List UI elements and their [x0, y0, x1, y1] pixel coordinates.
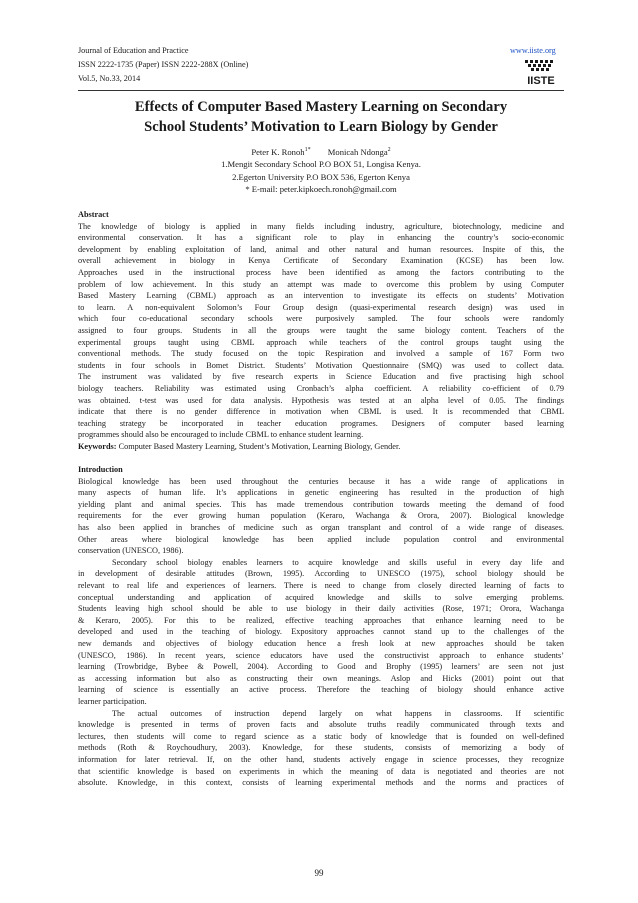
author-2-sup: 2 — [387, 147, 391, 153]
author-names — [78, 144, 564, 158]
text-line: The knowledge of biology is applied in many fields including industry, agriculture, biotechnology, medicine and — [78, 221, 564, 231]
title-line-1: Effects of Computer Based Mastery Learning on Secondary — [134, 99, 508, 115]
author-block — [78, 144, 564, 196]
text-line: Based Mastery Learning (CBML) approach as an intervention to investigate its effects on students’ Motivation — [78, 291, 564, 301]
text-line: conceptual understanding and application of acquired knowledge and skills to solve emerging problems. — [78, 592, 564, 602]
keywords-text: Computer Based Mastery Learning, Student’s Motivation, Learning Biology, Gender. — [116, 441, 401, 451]
abstract-heading: Abstract — [78, 210, 109, 219]
author-email: * E-mail: peter.kipkoech.ronoh@gmail.com — [245, 184, 397, 195]
text-line: to learn. A non-equivalent Solomon’s Four Group design (quasi-experimental research design) was used in — [78, 302, 564, 312]
text-line: conservation (UNESCO, 1986). — [78, 546, 184, 556]
text-line: has also been applied in branches of medicine such as organ transplant and control of a wide range of diseases. — [78, 523, 564, 533]
text-line: relevant to real life and experiences of learners. There is need to change from closely directed learning of facts to — [78, 581, 564, 590]
text-line: teaching strategy be incorporated in teacher education programes. Designers of computer based learning — [78, 418, 564, 428]
text-line: overall achievement in biology in Kenya Certificate of Secondary Examination (KCSE) has been low. — [78, 256, 564, 266]
paper-title — [78, 97, 564, 137]
text-line: information for later retrieval. If, on the other hand, students actively engage in science processes, they recognize — [78, 754, 564, 764]
text-line: that scientific knowledge is based on experiments in which the meaning of data is negotiated and theories are not — [78, 766, 564, 776]
text-line: experimental groups taught using CBML approach while teachers of the control groups taught using the — [78, 337, 564, 347]
text-line: students in four schools in Bomet District. Students’ Motivation Questionnaire (SMQ) was used to collect data. — [78, 360, 564, 370]
text-line: new demands and objectives of biology education hence a fresh look at new approaches should be taken — [78, 638, 564, 648]
header-divider — [78, 90, 564, 91]
text-line: Biological knowledge has been used throughout the centuries because it has a wide range of applications in — [78, 476, 564, 486]
text-line: (UNESCO, 1986). In recent years, science educators have used the constructivist approach to enhance students’ — [78, 650, 564, 660]
text-line: Approaches used in the instructional process have been identified as among the factors contributing to the — [78, 267, 564, 277]
text-line: which four co-educational secondary schools were purposively sampled. The four schools were randomly — [78, 314, 564, 324]
journal-volume: Vol.5, No.33, 2014 — [78, 74, 141, 83]
author-1-sup: 1* — [304, 147, 311, 153]
journal-header — [78, 44, 563, 88]
text-line: environmental conservation. It has a significant role to play in enhancing the country’s socio-economic — [78, 233, 564, 243]
text-line: knowledge is presented in terms of proven facts and absolute truths readily communicated through texts and — [78, 720, 564, 730]
iiste-logo-icon — [519, 58, 563, 88]
paper-body — [78, 209, 564, 789]
text-line: learner participation. — [78, 696, 147, 706]
text-line: absolute. Knowledge, in this context, consists of learning experimental methods and the norms and practices of — [78, 778, 564, 788]
page-number: 99 — [314, 868, 324, 878]
text-line: many aspects of human life. It’s applications in genetic engineering has resulted in the production of high — [78, 488, 564, 498]
abstract-text — [78, 221, 564, 441]
text-line: lectures, then students will come to regard science as a static body of knowledge that is founded on well-defined — [78, 731, 564, 741]
text-line: The actual outcomes of instruction depend largely on what happens in classrooms. If scientific — [112, 708, 564, 718]
text-line: programmes should also be encouraged to include CBML to enhance student learning. — [78, 430, 364, 440]
section-gap — [78, 452, 564, 464]
text-line: as accessing information but also as constructing their own meanings. Aslop and Hicks (2001) point out that — [78, 673, 564, 683]
text-line: biology teachers. Reliability was estimated using Cronbach’s alpha coefficient. A reliability co-efficient of 0.79 — [78, 383, 564, 393]
text-line: indicate that there is no gender difference in motivation when CBML is used. It is recommended that CBML — [78, 407, 564, 417]
author-2: Monicah Ndonga — [327, 146, 388, 157]
journal-url-link[interactable]: www.iiste.org — [510, 46, 556, 55]
text-line: methods (Roth & Roychoudhury, 2003). Knowledge, for these students, consists of memorizing a body of — [78, 743, 564, 753]
text-line: & Keraro, 2005). For this to be realized, effective teaching approaches that enhance learning need to be — [78, 615, 564, 625]
keywords-line — [78, 441, 564, 453]
text-line: Other areas where biological knowledge has been applied include population control and environmental — [78, 534, 564, 544]
text-line: conventional methods. The study focused on the topic Respiration and involved a sample of 167 Form two — [78, 349, 564, 359]
text-line: was obtained. t-test was used for data analysis. Hypothesis was tested at an alpha level of 0.05. The findings — [78, 395, 564, 405]
text-line: in development of desirable attitudes (Brown, 1995). According to UNESCO (1975), school biology should be — [78, 569, 564, 579]
introduction-paragraph-1 — [78, 476, 564, 557]
text-line: Secondary school biology enables learners to acquire knowledge and skills useful in every day life and — [112, 557, 564, 567]
text-line: learning of science is essentially an active process. Therefore the teaching of biology should enhance active — [78, 685, 564, 695]
text-line: development by enabling exploitation of land, animal and other natural and human resources. Inspite of this, the — [78, 244, 564, 254]
text-line: Students leaving high school should be able to use biology in their daily activities (Rose, 1971; Orora, Wachanga — [78, 604, 564, 614]
introduction-heading: Introduction — [78, 465, 123, 475]
text-line: problem of low achievement. In this study an attempt was made to overcome this problem by using Computer — [78, 279, 564, 289]
text-line: assigned to four groups. Students in all the groups were taught the same biology content. Teachers of the — [78, 325, 564, 335]
text-line: requirements for the ever growing human population (Keraro, Wachanga & Orora, 2007). Biological knowledge — [78, 511, 564, 521]
keywords-label: Keywords: — [78, 441, 117, 451]
text-line: developed and used in the teaching of biology. Expository approaches cannot stand up to the challenges of the — [78, 627, 564, 637]
affiliation-2: 2.Egerton University P.O BOX 536, Egerton Kenya — [232, 171, 410, 182]
text-line: learning (Trowbridge, Bybee & Powell, 2004). According to Good and Brophy (1995) learners’ are seen not just — [78, 662, 564, 672]
journal-name: Journal of Education and Practice — [78, 46, 189, 55]
title-line-2: School Students’ Motivation to Learn Biology by Gender — [144, 119, 498, 135]
text-line: The instrument was validated by five research experts in Science Education and five practising high school — [78, 372, 564, 382]
logo-text: IISTE — [527, 75, 555, 87]
journal-issn: ISSN 2222-1735 (Paper) ISSN 2222-288X (Online) — [78, 60, 249, 69]
introduction-paragraph-3 — [78, 708, 564, 789]
introduction-paragraph-2 — [78, 557, 564, 708]
author-1: Peter K. Ronoh — [251, 146, 305, 157]
text-line: yielding plant and animal species. This has made tremendous contribution towards meeting the demand of food — [78, 499, 564, 509]
affiliation-1: 1.Mengit Secondary School P.O BOX 51, Longisa Kenya. — [221, 159, 421, 170]
